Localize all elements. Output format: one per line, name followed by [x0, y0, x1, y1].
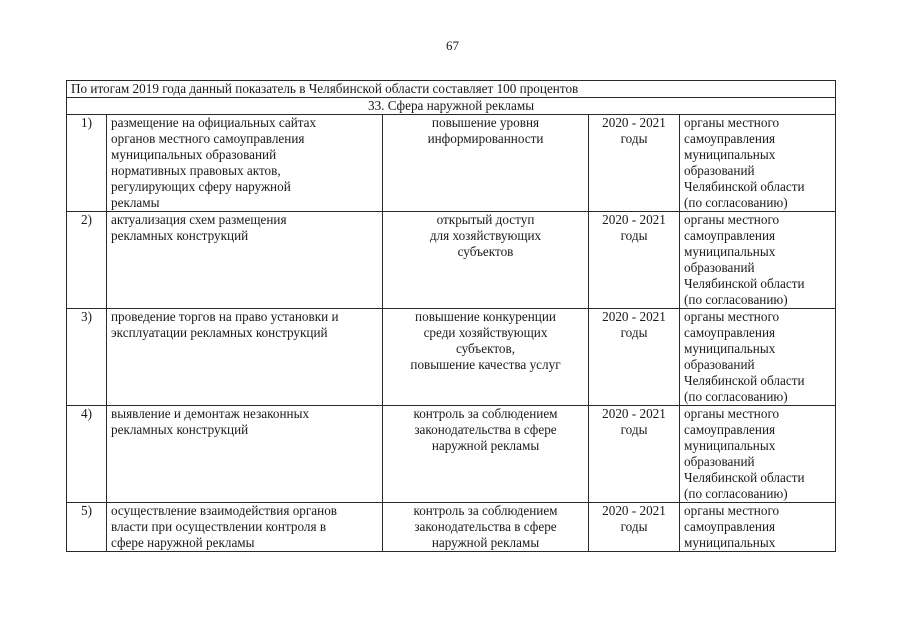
- expected-result: [383, 503, 589, 552]
- table-row: [67, 503, 836, 552]
- expected-result-line: повышение качества услуг: [410, 357, 561, 372]
- implementation-period-line: годы: [620, 325, 648, 340]
- measure-description-line: органов местного самоуправления: [111, 131, 305, 146]
- implementation-period-line: 2020 - 2021: [602, 212, 666, 227]
- responsible-executors-line: (по согласованию): [684, 486, 788, 501]
- responsible-executors: [680, 309, 836, 406]
- responsible-executors-line: органы местного: [684, 115, 780, 130]
- expected-result-line: контроль за соблюдением: [413, 406, 558, 421]
- implementation-period: [589, 115, 680, 212]
- measures-table: [66, 80, 836, 552]
- responsible-executors-line: муниципальных: [684, 341, 776, 356]
- expected-result-line: наружной рекламы: [431, 535, 540, 550]
- responsible-executors-line: Челябинской области: [684, 470, 805, 485]
- responsible-executors-line: образований: [684, 163, 755, 178]
- table-row: [67, 212, 836, 309]
- implementation-period: [589, 309, 680, 406]
- summary-note: По итогам 2019 года данный показатель в Челябинской области составляет 100 процентов: [67, 81, 836, 98]
- expected-result-line: законодательства в сфере: [414, 519, 557, 534]
- row-number: 3): [67, 309, 107, 406]
- expected-result: [383, 309, 589, 406]
- measure-description-line: проведение торгов на право установки и: [111, 309, 339, 324]
- table-row: [67, 309, 836, 406]
- measure-description: [107, 115, 383, 212]
- responsible-executors-line: муниципальных: [684, 438, 776, 453]
- table-body: [67, 115, 836, 552]
- implementation-period: [589, 503, 680, 552]
- responsible-executors-line: муниципальных: [684, 244, 776, 259]
- row-number: 2): [67, 212, 107, 309]
- section-header-row: [67, 98, 836, 115]
- measure-description: [107, 503, 383, 552]
- measure-description-line: власти при осуществлении контроля в: [111, 519, 327, 534]
- measure-description-line: осуществление взаимодействия органов: [111, 503, 338, 518]
- measure-description-line: актуализация схем размещения: [111, 212, 287, 227]
- row-number: 4): [67, 406, 107, 503]
- expected-result-line: повышение конкуренции: [415, 309, 556, 324]
- responsible-executors: [680, 212, 836, 309]
- responsible-executors-line: Челябинской области: [684, 179, 805, 194]
- measure-description-line: муниципальных образований: [111, 147, 277, 162]
- responsible-executors-line: органы местного: [684, 212, 780, 227]
- implementation-period-line: годы: [620, 131, 648, 146]
- responsible-executors-line: самоуправления: [684, 325, 776, 340]
- expected-result-line: повышение уровня: [431, 115, 540, 130]
- expected-result: [383, 406, 589, 503]
- responsible-executors-line: (по согласованию): [684, 389, 788, 404]
- measure-description-line: выявление и демонтаж незаконных: [111, 406, 310, 421]
- responsible-executors: [680, 503, 836, 552]
- expected-result-line: субъектов,: [455, 341, 516, 356]
- measure-description-line: рекламных конструкций: [111, 422, 249, 437]
- expected-result-line: информированности: [427, 131, 544, 146]
- responsible-executors-line: самоуправления: [684, 228, 776, 243]
- responsible-executors-line: муниципальных: [684, 535, 776, 550]
- measure-description: [107, 406, 383, 503]
- implementation-period-line: 2020 - 2021: [602, 115, 666, 130]
- implementation-period: [589, 212, 680, 309]
- expected-result: [383, 115, 589, 212]
- responsible-executors-line: (по согласованию): [684, 292, 788, 307]
- measure-description-line: нормативных правовых актов,: [111, 163, 281, 178]
- expected-result-line: открытый доступ: [436, 212, 535, 227]
- responsible-executors-line: органы местного: [684, 503, 780, 518]
- expected-result-line: контроль за соблюдением: [413, 503, 558, 518]
- measure-description-line: рекламных конструкций: [111, 228, 249, 243]
- implementation-period-line: годы: [620, 228, 648, 243]
- responsible-executors: [680, 115, 836, 212]
- responsible-executors-line: образований: [684, 357, 755, 372]
- responsible-executors-line: муниципальных: [684, 147, 776, 162]
- measure-description-line: эксплуатации рекламных конструкций: [111, 325, 328, 340]
- section-title: 33. Сфера наружной рекламы: [67, 98, 836, 115]
- row-number: 1): [67, 115, 107, 212]
- expected-result-line: наружной рекламы: [431, 438, 540, 453]
- measure-description-line: рекламы: [111, 195, 160, 210]
- measure-description-line: регулирующих сферу наружной: [111, 179, 291, 194]
- implementation-period-line: 2020 - 2021: [602, 406, 666, 421]
- responsible-executors-line: образований: [684, 260, 755, 275]
- measure-description-line: размещение на официальных сайтах: [111, 115, 317, 130]
- table-row: [67, 406, 836, 503]
- implementation-period-line: годы: [620, 422, 648, 437]
- expected-result-line: законодательства в сфере: [414, 422, 557, 437]
- implementation-period-line: 2020 - 2021: [602, 309, 666, 324]
- table-row: [67, 115, 836, 212]
- expected-result-line: для хозяйствующих: [429, 228, 542, 243]
- page-number: 67: [446, 38, 459, 53]
- responsible-executors-line: образований: [684, 454, 755, 469]
- measure-description: [107, 212, 383, 309]
- implementation-period: [589, 406, 680, 503]
- responsible-executors-line: самоуправления: [684, 131, 776, 146]
- measure-description: [107, 309, 383, 406]
- responsible-executors: [680, 406, 836, 503]
- responsible-executors-line: самоуправления: [684, 519, 776, 534]
- summary-row: [67, 81, 836, 98]
- responsible-executors-line: органы местного: [684, 406, 780, 421]
- responsible-executors-line: Челябинской области: [684, 276, 805, 291]
- expected-result-line: среди хозяйствующих: [423, 325, 548, 340]
- measure-description-line: сфере наружной рекламы: [111, 535, 255, 550]
- implementation-period-line: годы: [620, 519, 648, 534]
- expected-result-line: субъектов: [457, 244, 514, 259]
- implementation-period-line: 2020 - 2021: [602, 503, 666, 518]
- responsible-executors-line: Челябинской области: [684, 373, 805, 388]
- responsible-executors-line: самоуправления: [684, 422, 776, 437]
- expected-result: [383, 212, 589, 309]
- row-number: 5): [67, 503, 107, 552]
- responsible-executors-line: (по согласованию): [684, 195, 788, 210]
- responsible-executors-line: органы местного: [684, 309, 780, 324]
